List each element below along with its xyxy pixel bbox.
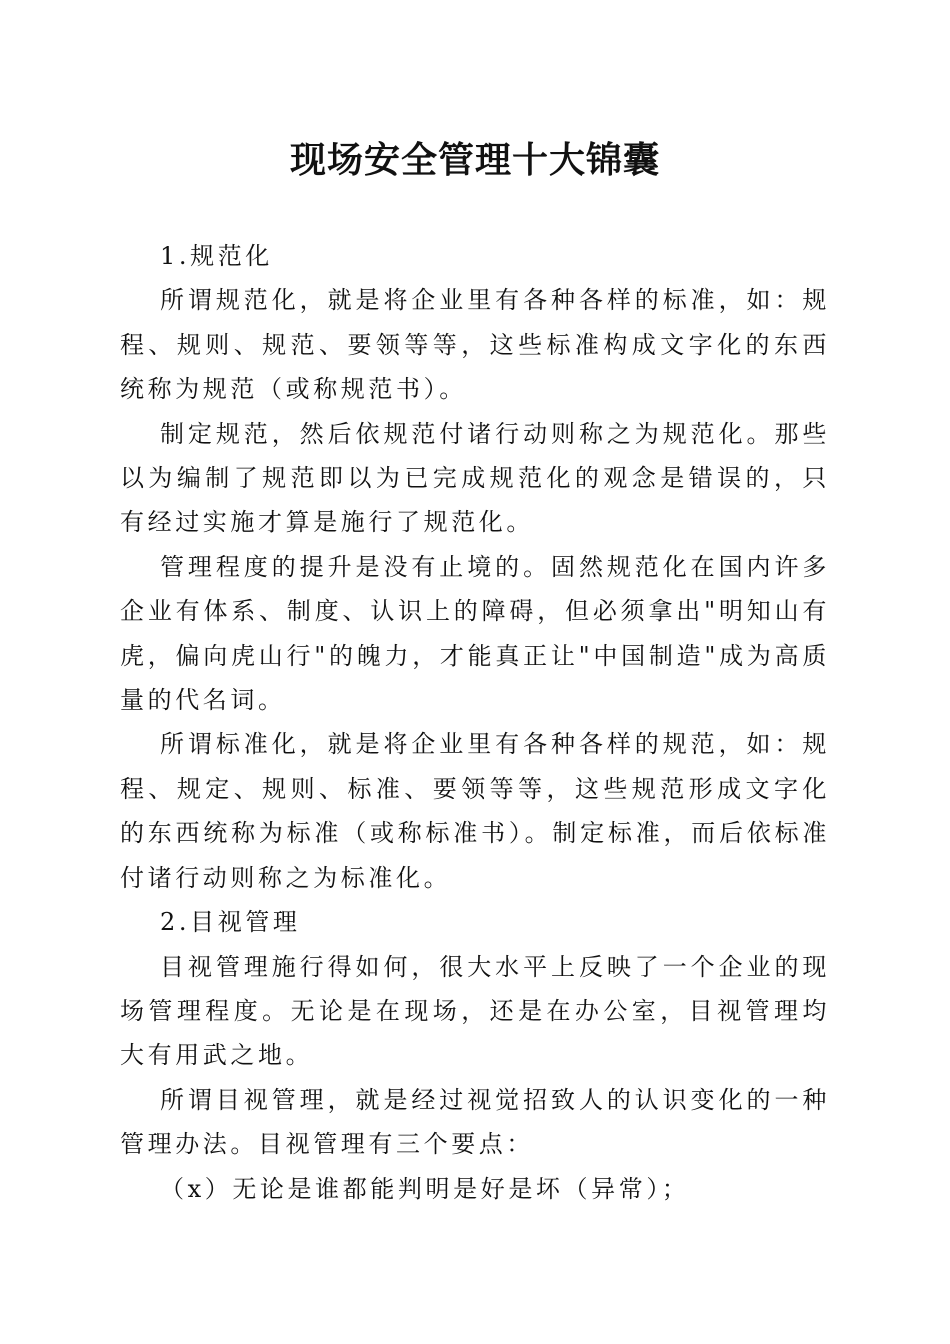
paragraph: 所谓标准化，就是将企业里有各种各样的规范，如：规程、规定、规则、标准、要领等等，这些规范形成文字化的东西统称为标准（或称标准书）。制定标准，而后依标准付诸行动则称之为标准化。 (120, 730, 830, 892)
paragraph: 所谓规范化，就是将企业里有各种各样的标准，如：规程、规则、规范、要领等等，这些标准构成文字化的东西统称为规范（或称规范书）。 (120, 286, 830, 404)
paragraph: 管理程度的提升是没有止境的。固然规范化在国内许多企业有体系、制度、认识上的障碍，但必须拿出"明知山有虎，偏向虎山行"的魄力，才能真正让"中国制造"成为高质量的代名词。 (120, 552, 830, 715)
document-title: 现场安全管理十大锦囊 (289, 139, 660, 181)
section-heading: 2.目视管理 (160, 908, 301, 937)
paragraph: 制定规范，然后依规范付诸行动则称之为规范化。那些以为编制了规范即以为已完成规范化的观念是错误的，只有经过实施才算是施行了规范化。 (120, 419, 830, 537)
document-body (120, 234, 830, 1211)
paragraph: 目视管理施行得如何，很大水平上反映了一个企业的现场管理程度。无论是在现场，还是在办公室，目视管理均大有用武之地。 (120, 952, 830, 1070)
list-item: （x）无论是谁都能判明是好是坏（异常）； (160, 1174, 690, 1203)
paragraph: 所谓目视管理，就是经过视觉招致人的认识变化的一种管理办法。目视管理有三个要点： (120, 1085, 830, 1159)
section-heading: 1.规范化 (160, 242, 273, 270)
